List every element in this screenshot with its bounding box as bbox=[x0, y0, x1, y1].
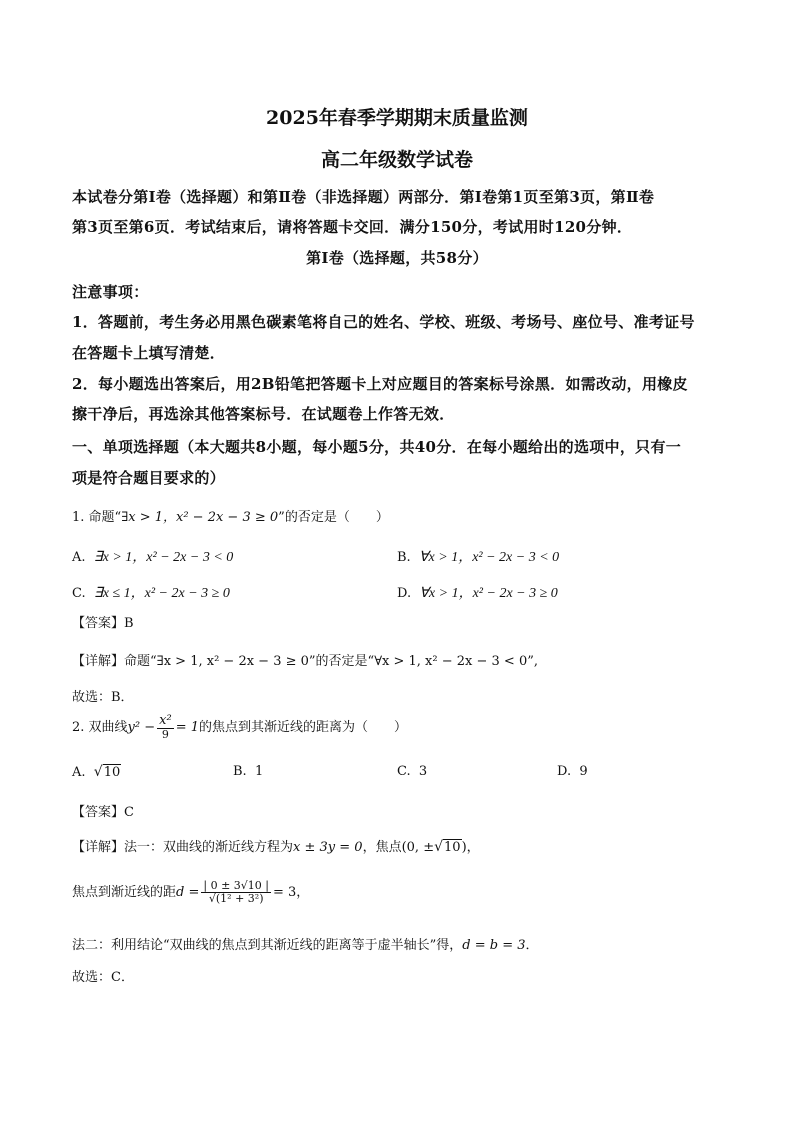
asymptote-equation: x ± 3y = 0 bbox=[293, 840, 363, 855]
question-2-option-a: A. √10 bbox=[72, 764, 121, 780]
question-2-equals: = 1 bbox=[175, 720, 199, 736]
question-2-choose: 故选：C． bbox=[72, 970, 134, 985]
option-c-label: C. bbox=[72, 586, 86, 601]
option-c-label: C. bbox=[397, 764, 411, 779]
question-1-suffix: ”的否定是（ ） bbox=[278, 510, 389, 525]
question-2-method-2 bbox=[72, 934, 539, 953]
note-1-line-2: 在答题卡上填写清楚． bbox=[72, 344, 226, 362]
option-c-text: ∃x ≤ 1，x² − 2x − 3 ≥ 0 bbox=[93, 586, 230, 601]
question-1-stem bbox=[72, 506, 389, 525]
answer-value: B bbox=[124, 616, 134, 631]
question-2-option-c bbox=[397, 764, 427, 779]
question-2-suffix: 的焦点到其渐近线的距离为（ ） bbox=[198, 720, 407, 736]
method-2-prefix: 法二：利用结论“双曲线的焦点到其渐近线的距离等于虚半轴长”得， bbox=[72, 938, 463, 953]
detail-label: 【详解】 bbox=[72, 654, 125, 669]
option-b-text: ∀x > 1，x² − 2x − 3 < 0 bbox=[418, 550, 560, 565]
question-2-y-term: y² − bbox=[127, 720, 156, 736]
distance-denominator: √(1² + 3²) bbox=[208, 892, 264, 906]
option-a-text: ∃x > 1，x² − 2x − 3 < 0 bbox=[93, 550, 234, 565]
question-1-option-a bbox=[72, 546, 233, 566]
method-2-equation: d = b = 3 bbox=[462, 938, 526, 953]
question-2-stem bbox=[72, 714, 407, 741]
section-1-line-2: 项是符合题目要求的） bbox=[72, 469, 226, 487]
note-1-line-1: 1．答题前，考生务必用黑色碳素笔将自己的姓名、学校、班级、考场号、座位号、准考证号 bbox=[72, 313, 695, 331]
notes-heading: 注意事项： bbox=[72, 283, 149, 301]
answer-value: C bbox=[124, 805, 134, 820]
option-b-label: B. bbox=[397, 550, 411, 565]
detail-label: 【详解】 bbox=[72, 840, 125, 855]
question-1-math: ∃x > 1，x² − 2x − 3 ≥ 0 bbox=[121, 510, 279, 525]
option-d-label: D. bbox=[557, 764, 572, 779]
question-2-prefix: 2. 双曲线 bbox=[72, 720, 128, 736]
distance-fraction bbox=[201, 880, 271, 905]
question-1-option-b bbox=[397, 546, 559, 566]
question-1-option-c bbox=[72, 582, 230, 602]
question-2-method-1: 【详解】法一：双曲线的渐近线方程为x ± 3y = 0，焦点(0, ±√10)， bbox=[72, 839, 480, 855]
question-1-prefix: 1. 命题“ bbox=[72, 510, 122, 525]
question-2-answer bbox=[72, 801, 134, 820]
option-d-label: D. bbox=[397, 586, 412, 601]
question-1-answer bbox=[72, 612, 134, 631]
note-2-line-2: 擦干净后，再选涂其他答案标号．在试题卷上作答无效． bbox=[72, 405, 455, 423]
part-1-title: 第Ⅰ卷（选择题，共58分） bbox=[306, 249, 488, 267]
distance-numerator: | 0 ± 3√10 | bbox=[203, 879, 269, 892]
distance-prefix: 焦点到渐近线的距 bbox=[72, 885, 177, 901]
focus-point-start: (0, ± bbox=[401, 840, 435, 855]
intro-line-2: 第3页至第6页．考试结束后，请将答题卡交回．满分150分，考试用时120分钟． bbox=[72, 218, 633, 236]
distance-result: = 3， bbox=[273, 885, 310, 901]
fraction-denominator: 9 bbox=[161, 728, 169, 742]
option-a-label: A. bbox=[72, 550, 86, 565]
question-2-distance bbox=[72, 880, 309, 905]
section-1-line-1: 一、单项选择题（本大题共8小题，每小题5分，共40分．在每小题给出的选项中，只有一 bbox=[72, 438, 682, 456]
question-1-option-d bbox=[397, 582, 558, 602]
question-2-option-d bbox=[557, 764, 588, 779]
intro-line-1: 本试卷分第Ⅰ卷（选择题）和第Ⅱ卷（非选择题）两部分．第Ⅰ卷第1页至第3页，第Ⅱ卷 bbox=[72, 188, 655, 206]
method-2-end: ． bbox=[525, 938, 539, 953]
fraction-numerator: x² bbox=[159, 713, 172, 728]
option-a-text: 10 bbox=[103, 765, 121, 780]
method-1-prefix: 法一：双曲线的渐近线方程为 bbox=[124, 840, 294, 855]
distance-variable: d = bbox=[176, 885, 200, 901]
question-2-option-b bbox=[233, 764, 263, 779]
method-1-mid: ，焦点 bbox=[362, 840, 402, 855]
option-d-text: 9 bbox=[579, 764, 588, 779]
exam-title: 2025年春季学期期末质量监测 bbox=[266, 107, 528, 129]
answer-label: 【答案】 bbox=[72, 805, 125, 820]
note-2-line-1: 2．每小题选出答案后，用2B铅笔把答题卡上对应题目的答案标号涂黑．如需改动，用橡皮 bbox=[72, 375, 688, 393]
question-1-choose: 故选：B． bbox=[72, 690, 134, 705]
option-c-text: 3 bbox=[418, 764, 428, 779]
question-2-fraction bbox=[157, 714, 174, 741]
exam-subtitle: 高二年级数学试卷 bbox=[320, 149, 473, 171]
option-a-label: A. bbox=[72, 765, 86, 780]
question-1-detail bbox=[72, 650, 538, 669]
focus-point-root: 10 bbox=[444, 840, 461, 855]
option-d-text: ∀x > 1，x² − 2x − 3 ≥ 0 bbox=[419, 586, 558, 601]
option-b-label: B. bbox=[233, 764, 247, 779]
answer-label: 【答案】 bbox=[72, 616, 125, 631]
detail-text: 命题“∃x > 1, x² − 2x − 3 ≥ 0”的否定是“∀x > 1, x² − 2x − 3 < 0”, bbox=[124, 654, 538, 669]
option-b-text: 1 bbox=[254, 764, 264, 779]
focus-point-end: )， bbox=[461, 840, 480, 855]
